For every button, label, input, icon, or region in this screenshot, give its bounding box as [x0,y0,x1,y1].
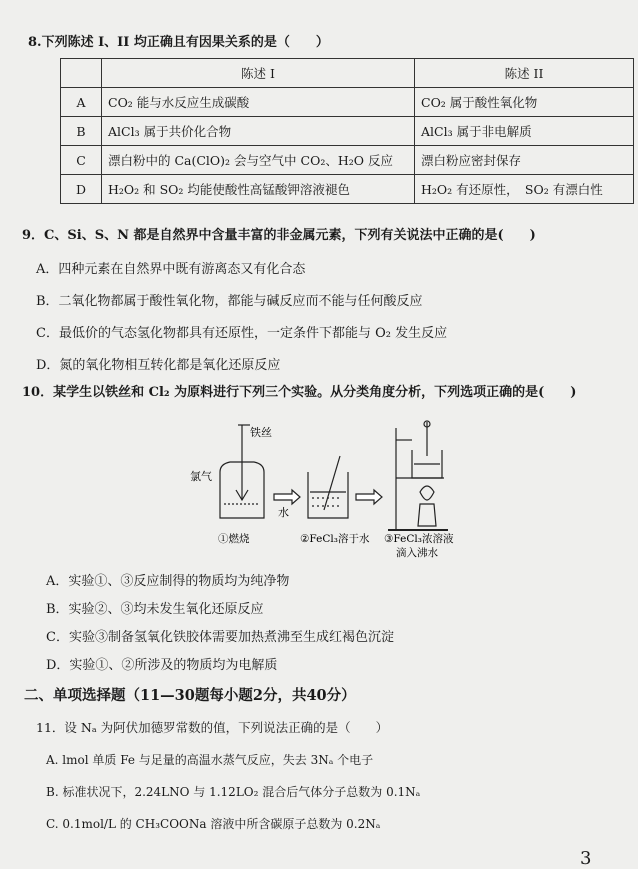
table-row [61,88,634,117]
row-statement-1: CO₂ 能与水反应生成碳酸 [102,88,415,117]
row-option: C [61,146,102,175]
q9-option-d: D．氮的氧化物相互转化都是氧化还原反应 [36,358,281,373]
q8-table [60,58,634,204]
q10-option-a: A．实验①、③反应制得的物质均为纯净物 [46,574,290,589]
q9-option-a: A．四种元素在自然界中既有游离态又有化合态 [36,262,306,277]
q9-option-b: B．二氧化物都属于酸性氧化物，都能与碱反应而不能与任何酸反应 [36,294,423,309]
q11-option-c: C. 0.1mol/L 的 CH₃COONa 溶液中所含碳原子总数为 0.2Nₐ [46,817,381,831]
row-statement-2: AlCl₃ 属于非电解质 [415,117,634,146]
q10-stem: 10．某学生以铁丝和 Cl₂ 为原料进行下列三个实验。从分类角度分析，下列选项正确的是( ) [22,385,577,400]
label-water: 水 [278,506,289,519]
q8-stem: 8.下列陈述 I、II 均正确且有因果关系的是（ ） [28,35,329,50]
row-statement-2: 漂白粉应密封保存 [415,146,634,175]
table-header-row [61,59,634,88]
q11-option-b: B. 标准状况下，2.24LNO 与 1.12LO₂ 混合后气体分子总数为 0.1Nₐ [46,785,421,799]
table-row [61,146,634,175]
table-header-statement-1: 陈述 I [102,59,415,88]
q9-stem: 9．C、Si、S、N 都是自然界中含量丰富的非金属元素，下列有关说法中正确的是( ) [22,228,536,243]
q11-option-a: A. lmol 单质 Fe 与足量的高温水蒸气反应，失去 3Nₐ 个电子 [46,753,374,767]
label-iron-wire: 铁丝 [250,426,272,439]
row-statement-1: AlCl₃ 属于共价化合物 [102,117,415,146]
row-option: D [61,175,102,204]
table-header-empty [61,59,102,88]
row-option: B [61,117,102,146]
table-header-statement-2: 陈述 II [415,59,634,88]
page-number: 3 [580,848,592,869]
row-statement-2: H₂O₂ 有还原性， SO₂ 有漂白性 [415,175,634,204]
q10-option-d: D．实验①、②所涉及的物质均为电解质 [46,658,278,673]
label-chlorine: 氯气 [190,470,212,483]
q10-option-c: C．实验③制备氢氧化铁胶体需要加热煮沸至生成红褐色沉淀 [46,630,394,645]
q11-stem: 11．设 Nₐ 为阿伏加德罗常数的值，下列说法正确的是（ ） [36,720,389,735]
row-statement-1: H₂O₂ 和 SO₂ 均能使酸性高锰酸钾溶液褪色 [102,175,415,204]
q9-option-c: C．最低价的气态氢化物都具有还原性，一定条件下都能与 O₂ 发生反应 [36,326,448,341]
caption-colloid-2: 滴入沸水 [396,547,438,559]
table-row [61,175,634,204]
caption-combustion: ①燃烧 [218,533,250,545]
q10-option-b: B．实验②、③均未发生氧化还原反应 [46,602,264,617]
caption-dissolve: ②FeCl₃溶于水 [300,533,370,545]
section-2-heading: 二、单项选择题（11—30题每小题2分，共40分） [24,687,356,704]
row-statement-1: 漂白粉中的 Ca(ClO)₂ 会与空气中 CO₂、H₂O 反应 [102,146,415,175]
table-row [61,117,634,146]
row-statement-2: CO₂ 属于酸性氧化物 [415,88,634,117]
caption-colloid-1: ③FeCl₃浓溶液 [384,533,454,545]
q10-experiment-diagram [190,420,460,570]
row-option: A [61,88,102,117]
